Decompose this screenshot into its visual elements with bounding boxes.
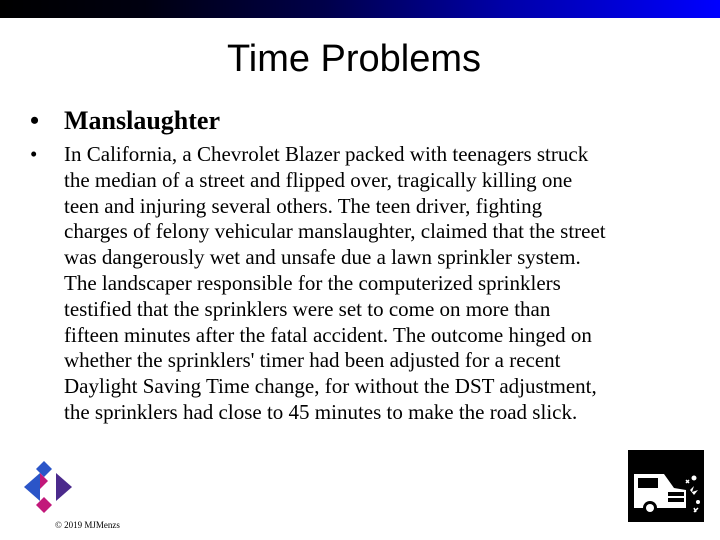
top-gradient-bar — [0, 0, 720, 18]
bullet-manslaughter — [30, 106, 690, 136]
copyright-notice: © 2019 MJMenzs — [55, 520, 120, 530]
bullet-text: Manslaughter — [64, 106, 220, 135]
colored-diamond-logo — [22, 461, 74, 518]
bullet-marker: • — [30, 142, 38, 166]
bullet-marker: • — [30, 106, 40, 135]
bullet-text: In California, a Chevrolet Blazer packed with teenagers struck the median of a street and flipped over, tragically killing one teen and injuring several others. The teen driver, fighting charges of felony vehicular manslaughter, claimed that the street was dangerously wet and unsafe due a lawn sprinkler system. The landscaper responsible for the computerized sprinklers testified that the sprinklers were set to come on more than fifteen minutes after the fatal accident. The outcome hinged on whether the sprinklers' timer had been adjusted for a recent Daylight Saving Time change, for without the DST adjustment, the sprinklers had close to 45 minutes to make the road slick. — [64, 142, 606, 424]
bullet-california-case — [30, 142, 690, 426]
slide-title: Time Problems — [226, 38, 482, 80]
car-crash-icon — [628, 450, 704, 527]
